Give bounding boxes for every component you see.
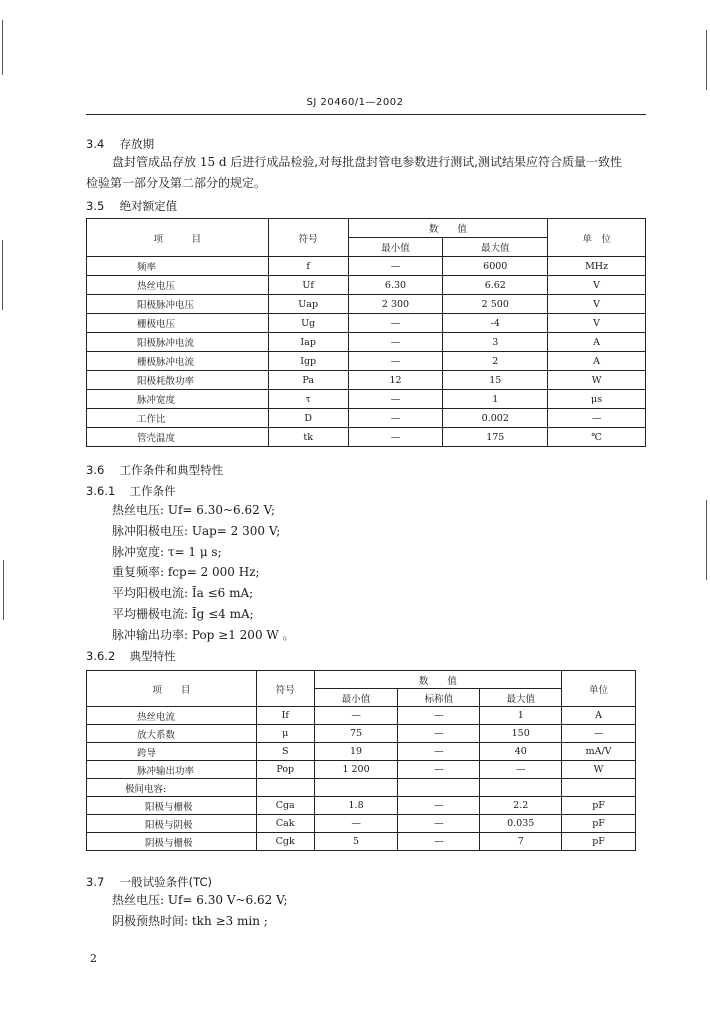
unit: —: [562, 725, 636, 743]
s34-body-line2: 检验第一部分及第二部分的规定。: [86, 176, 267, 190]
min-value: 19: [314, 743, 398, 761]
scan-edge-mark: [3, 560, 4, 620]
section-title: 一般试验条件(TC): [119, 875, 213, 889]
empty-cell: [314, 779, 398, 797]
min-value: 1.8: [314, 797, 398, 815]
absolute-ratings-table: [86, 218, 646, 447]
section-number: 3.6.1: [86, 484, 116, 498]
section-title: 绝对额定值: [119, 199, 178, 213]
operating-conditions-list: [112, 500, 295, 646]
empty-cell: [256, 779, 314, 797]
nominal-value: —: [398, 815, 480, 833]
min-value: —: [348, 333, 443, 352]
param-symbol: Iap: [268, 333, 348, 352]
param-name: 频率: [87, 257, 269, 276]
condition-line: 平均阳极电流: Īa ≤6 mA;: [112, 586, 254, 601]
col-header-value: 数 值: [314, 671, 561, 689]
param-symbol: Cak: [256, 815, 314, 833]
header-rule: [86, 114, 646, 115]
max-value: 2: [443, 352, 548, 371]
min-value: 1 200: [314, 761, 398, 779]
test-conditions-list: [112, 890, 288, 932]
scan-edge-mark: [706, 500, 707, 580]
scan-edge-mark: [706, 30, 707, 90]
param-symbol: If: [256, 707, 314, 725]
param-name: 工作比: [87, 409, 269, 428]
section-title: 典型特性: [129, 649, 176, 663]
unit: W: [548, 371, 646, 390]
section-title: 工作条件和典型特性: [119, 463, 224, 477]
nominal-value: —: [398, 725, 480, 743]
param-symbol: Pa: [268, 371, 348, 390]
param-name: 阳极脉冲电流: [87, 333, 269, 352]
param-symbol: Uf: [268, 276, 348, 295]
param-name: 管壳温度: [87, 428, 269, 447]
table-row: [87, 725, 636, 743]
scan-edge-mark: [2, 240, 3, 310]
table-row: [87, 743, 636, 761]
group-label: 极间电容:: [87, 779, 257, 797]
param-name: 栅极脉冲电流: [87, 352, 269, 371]
col-header-unit: 单位: [562, 671, 636, 707]
typical-characteristics-table: [86, 670, 636, 851]
max-value: 0.002: [443, 409, 548, 428]
param-symbol: τ: [268, 390, 348, 409]
condition-line: 脉冲输出功率: Pop ≥1 200 W 。: [112, 627, 295, 642]
section-3-6-1-heading: [86, 483, 176, 499]
nominal-value: —: [398, 743, 480, 761]
unit: pF: [562, 797, 636, 815]
nominal-value: —: [398, 761, 480, 779]
nominal-value: —: [398, 833, 480, 851]
condition-line: 重复频率: fcp= 2 000 Hz;: [112, 565, 260, 580]
unit: pF: [562, 833, 636, 851]
section-3-7-heading: [86, 874, 212, 890]
col-header-max: 最大值: [480, 689, 562, 707]
max-value: 6.62: [443, 276, 548, 295]
min-value: —: [348, 257, 443, 276]
param-symbol: μ: [256, 725, 314, 743]
table-row: [87, 371, 646, 390]
section-title: 存放期: [119, 137, 155, 151]
max-value: —: [480, 761, 562, 779]
section-number: 3.5: [86, 199, 105, 213]
table-row: [87, 295, 646, 314]
param-name: 栅极电压: [87, 314, 269, 333]
condition-line: 脉冲宽度: τ= 1 μ s;: [112, 544, 222, 559]
col-header-item: 项 目: [87, 671, 257, 707]
min-value: —: [314, 707, 398, 725]
max-value: 1: [480, 707, 562, 725]
table-row: [87, 333, 646, 352]
unit: V: [548, 314, 646, 333]
nominal-value: —: [398, 797, 480, 815]
table-row: [87, 314, 646, 333]
section-number: 3.4: [86, 137, 105, 151]
table-row: [87, 390, 646, 409]
min-value: —: [348, 428, 443, 447]
min-value: 2 300: [348, 295, 443, 314]
param-symbol: Cga: [256, 797, 314, 815]
section-3-6-2-heading: [86, 648, 176, 664]
max-value: 7: [480, 833, 562, 851]
unit: pF: [562, 815, 636, 833]
page-number: 2: [90, 952, 97, 965]
min-value: 75: [314, 725, 398, 743]
unit: V: [548, 295, 646, 314]
param-symbol: D: [268, 409, 348, 428]
min-value: —: [348, 390, 443, 409]
table-row: [87, 276, 646, 295]
max-value: 175: [443, 428, 548, 447]
empty-cell: [562, 779, 636, 797]
param-name: 阴极与栅极: [87, 833, 257, 851]
param-symbol: Pop: [256, 761, 314, 779]
section-number: 3.6: [86, 463, 105, 477]
empty-cell: [480, 779, 562, 797]
condition-line: 脉冲阳极电压: Uap= 2 300 V;: [112, 523, 281, 538]
param-symbol: S: [256, 743, 314, 761]
max-value: 150: [480, 725, 562, 743]
param-symbol: Ug: [268, 314, 348, 333]
min-value: 12: [348, 371, 443, 390]
unit: —: [548, 409, 646, 428]
param-name: 脉冲宽度: [87, 390, 269, 409]
max-value: 2.2: [480, 797, 562, 815]
unit: A: [562, 707, 636, 725]
table-row: [87, 833, 636, 851]
col-header-max: 最大值: [443, 238, 548, 257]
section-number: 3.6.2: [86, 649, 116, 663]
col-header-unit: 单 位: [548, 219, 646, 257]
unit: μs: [548, 390, 646, 409]
col-header-value: 数 值: [348, 219, 548, 238]
max-value: 1: [443, 390, 548, 409]
unit: MHz: [548, 257, 646, 276]
col-header-symbol: 符号: [256, 671, 314, 707]
condition-line: 阴极预热时间: tkh ≥3 min ;: [112, 914, 268, 928]
param-name: 放大系数: [87, 725, 257, 743]
col-header-symbol: 符号: [268, 219, 348, 257]
table-group-row: [87, 779, 636, 797]
condition-line: 热丝电压: Uf= 6.30~6.62 V;: [112, 503, 276, 517]
param-name: 阳极脉冲电压: [87, 295, 269, 314]
param-symbol: Uap: [268, 295, 348, 314]
unit: ℃: [548, 428, 646, 447]
section-title: 工作条件: [129, 484, 176, 498]
unit: mA/V: [562, 743, 636, 761]
max-value: 0.035: [480, 815, 562, 833]
table-row: [87, 428, 646, 447]
table-row: [87, 797, 636, 815]
condition-line: 平均栅极电流: Īg ≤4 mA;: [112, 606, 254, 621]
max-value: 40: [480, 743, 562, 761]
table-row: [87, 707, 636, 725]
table-row: [87, 815, 636, 833]
unit: V: [548, 276, 646, 295]
param-symbol: f: [268, 257, 348, 276]
max-value: 3: [443, 333, 548, 352]
col-header-min: 最小值: [348, 238, 443, 257]
param-symbol: Cgk: [256, 833, 314, 851]
col-header-min: 最小值: [314, 689, 398, 707]
section-3-4-heading: [86, 136, 154, 152]
unit: A: [548, 352, 646, 371]
nominal-value: —: [398, 707, 480, 725]
table-row: [87, 352, 646, 371]
section-3-5-heading: [86, 198, 177, 214]
param-name: 阳极耗散功率: [87, 371, 269, 390]
table-row: [87, 257, 646, 276]
unit: A: [548, 333, 646, 352]
param-name: 热丝电流: [87, 707, 257, 725]
table-row: [87, 409, 646, 428]
param-name: 阳极与阴极: [87, 815, 257, 833]
empty-cell: [398, 779, 480, 797]
max-value: 2 500: [443, 295, 548, 314]
param-name: 热丝电压: [87, 276, 269, 295]
col-header-nominal: 标称值: [398, 689, 480, 707]
section-number: 3.7: [86, 875, 105, 889]
s34-body-line1: 盘封管成品存放 15 d 后进行成品检验,对每批盘封管电参数进行测试,测试结果应符合质量一致性: [112, 155, 623, 169]
min-value: —: [314, 815, 398, 833]
param-name: 脉冲输出功率: [87, 761, 257, 779]
min-value: —: [348, 409, 443, 428]
param-name: 跨导: [87, 743, 257, 761]
param-symbol: tk: [268, 428, 348, 447]
min-value: 6.30: [348, 276, 443, 295]
scan-edge-mark: [2, 20, 3, 75]
table-row: [87, 761, 636, 779]
col-header-item: 项 目: [87, 219, 269, 257]
param-name: 阳极与栅极: [87, 797, 257, 815]
max-value: 6000: [443, 257, 548, 276]
page-header: SJ 20460/1—2002: [306, 97, 404, 108]
max-value: -4: [443, 314, 548, 333]
param-symbol: Igp: [268, 352, 348, 371]
max-value: 15: [443, 371, 548, 390]
min-value: —: [348, 352, 443, 371]
min-value: 5: [314, 833, 398, 851]
min-value: —: [348, 314, 443, 333]
condition-line: 热丝电压: Uf= 6.30 V~6.62 V;: [112, 893, 288, 907]
section-3-6-heading: [86, 462, 223, 478]
unit: W: [562, 761, 636, 779]
